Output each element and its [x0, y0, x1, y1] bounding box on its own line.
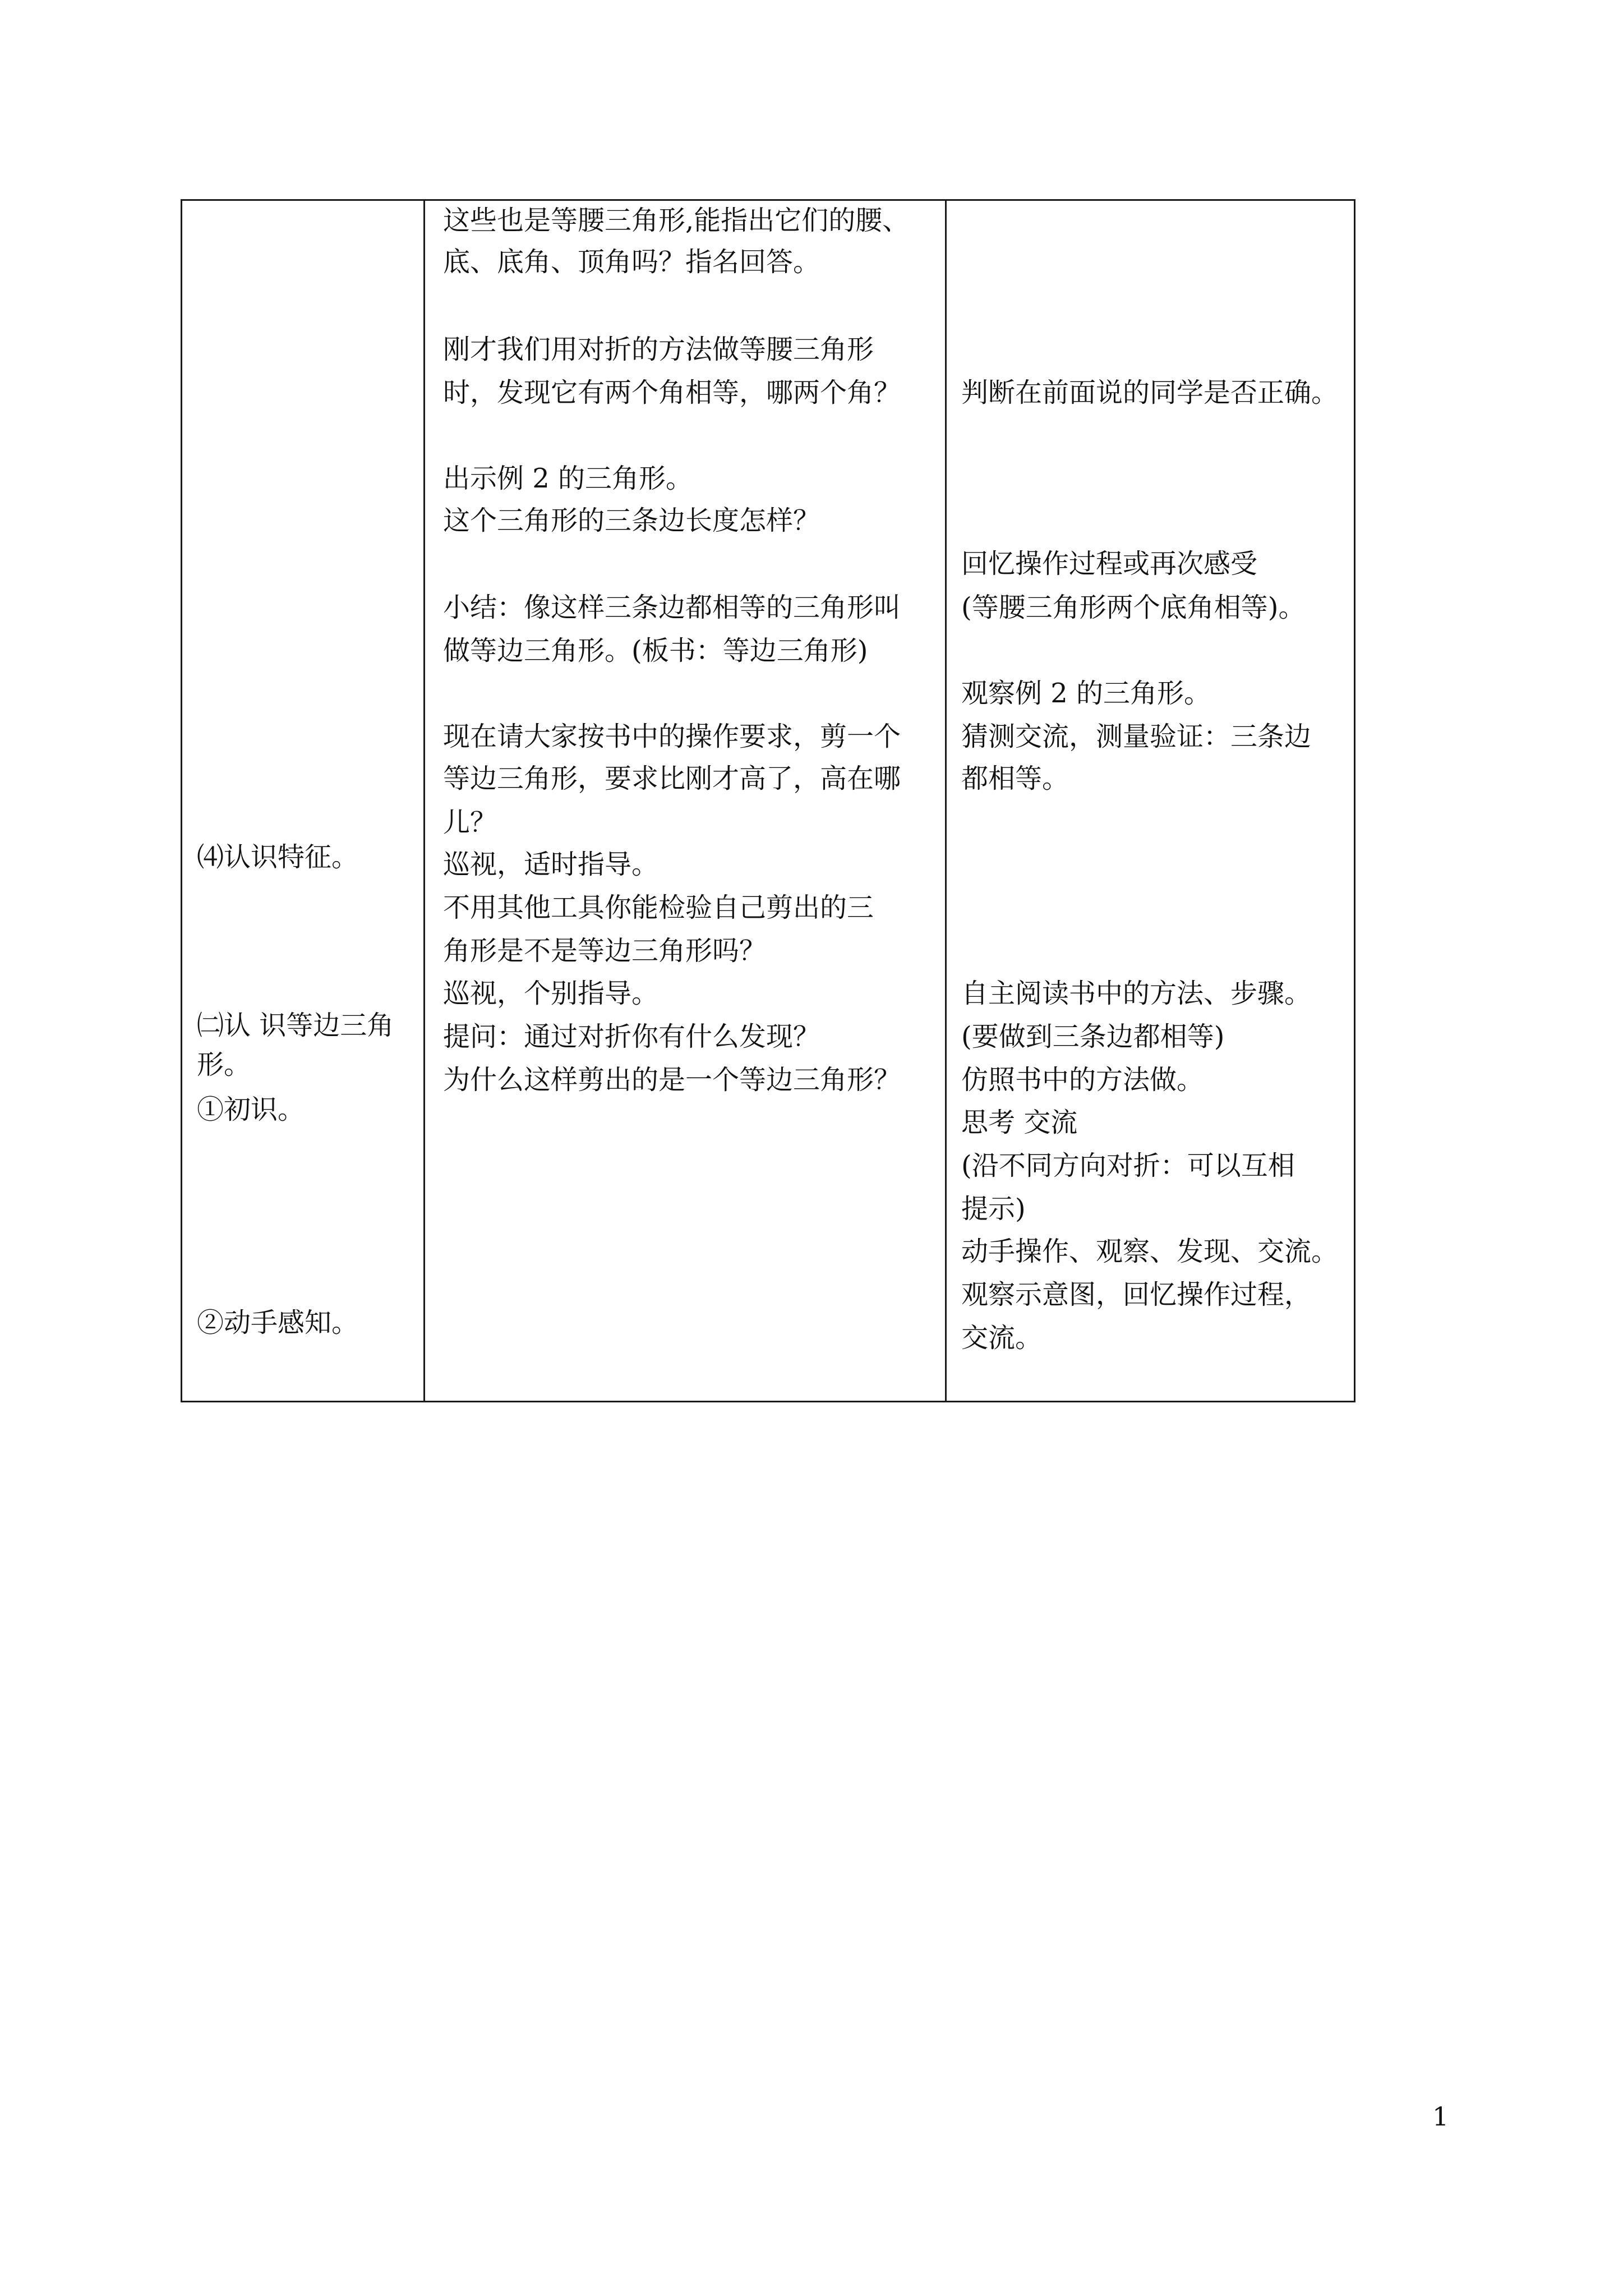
student-text-line: 回忆操作过程或再次感受 — [961, 548, 1258, 579]
teacher-text-line: 现在请大家按书中的操作要求，剪一个 — [443, 721, 901, 752]
step-recognize-features: ⑷认识特征。 — [197, 841, 359, 873]
teacher-text-line: 巡视，个别指导。 — [443, 978, 659, 1009]
teacher-text-line: 提问：通过对折你有什么发现？ — [443, 1021, 820, 1052]
teacher-text-line: 等边三角形，要求比刚才高了，高在哪 — [443, 763, 901, 794]
student-text-line: 交流。 — [961, 1322, 1043, 1354]
teacher-text-line: 巡视，适时指导。 — [443, 849, 659, 880]
teacher-text-line: 角形是不是等边三角形吗？ — [443, 935, 767, 967]
student-text-line: 提示) — [961, 1193, 1026, 1225]
student-text-line: 观察例 2 的三角形。 — [961, 678, 1211, 709]
teacher-text-line: 这些也是等腰三角形,能指出它们的腰、 — [443, 205, 910, 236]
teacher-text-line: 小结：像这样三条边都相等的三角形叫 — [443, 592, 901, 623]
step-equilateral-heading: ㈡认 识等边三角 — [197, 1010, 394, 1041]
student-text-line: 动手操作、观察、发现、交流。 — [961, 1236, 1339, 1267]
page-number: 1 — [1432, 2101, 1449, 2132]
teacher-text-line: 不用其他工具你能检验自己剪出的三 — [443, 892, 874, 923]
teacher-text-line: 做等边三角形。(板书：等边三角形) — [443, 635, 868, 666]
student-text-line: 思考 交流 — [961, 1107, 1078, 1138]
step-equilateral-heading-cont: 形。 — [197, 1049, 251, 1080]
student-text-line: (要做到三条边都相等) — [961, 1021, 1225, 1052]
student-text-line: (等腰三角形两个底角相等)。 — [961, 592, 1306, 623]
lesson-plan-table — [181, 199, 1355, 1402]
teacher-text-line: 出示例 2 的三角形。 — [443, 463, 693, 494]
student-text-line: 自主阅读书中的方法、步骤。 — [961, 978, 1312, 1009]
student-text-line: (沿不同方向对折：可以互相 — [961, 1150, 1295, 1181]
table-column-students — [947, 201, 1355, 1401]
student-text-line: 猜测交流，测量验证：三条边 — [961, 721, 1312, 752]
teacher-text-line: 刚才我们用对折的方法做等腰三角形 — [443, 334, 874, 365]
student-text-line: 观察示意图，回忆操作过程， — [961, 1279, 1312, 1310]
student-text-line: 都相等。 — [961, 763, 1069, 794]
teacher-text-line: 儿？ — [443, 807, 497, 838]
teacher-text-line: 底、底角、顶角吗？指名回答。 — [443, 246, 820, 278]
teacher-text-line: 这个三角形的三条边长度怎样？ — [443, 505, 820, 536]
table-column-steps — [182, 201, 423, 1401]
teacher-text-line: 为什么这样剪出的是一个等边三角形？ — [443, 1064, 901, 1096]
step-hands-on: ②动手感知。 — [197, 1307, 359, 1338]
student-text-line: 仿照书中的方法做。 — [961, 1064, 1204, 1096]
student-text-line: 判断在前面说的同学是否正确。 — [961, 377, 1339, 408]
step-first-recognition: ①初识。 — [197, 1094, 305, 1125]
table-column-teacher — [425, 201, 945, 1401]
teacher-text-line: 时，发现它有两个角相等，哪两个角？ — [443, 377, 901, 408]
